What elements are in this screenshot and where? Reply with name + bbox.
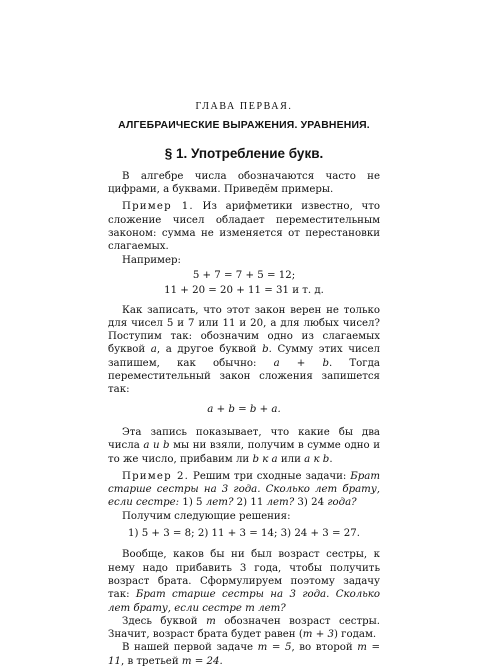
formula-2: 11 + 20 = 20 + 11 = 31 и т. д. bbox=[164, 285, 324, 297]
meaning-b-to-a: b к a bbox=[252, 453, 278, 465]
example-2-let-3: года? bbox=[327, 497, 357, 509]
paragraph-law bbox=[108, 304, 380, 397]
law-text-c: . Сумму этих чисел запишем, как обычно: bbox=[108, 344, 380, 369]
formula-1: 5 + 7 = 7 + 5 = 12; bbox=[192, 269, 296, 281]
values-text-d: . bbox=[219, 655, 223, 667]
formula-commutative: a + b = b + a. bbox=[207, 403, 281, 415]
m-text-a: Здесь буквой bbox=[122, 615, 207, 627]
general-problem: Брат старше сестры на 3 года. Сколько лет брату, если сестре m лет? bbox=[108, 589, 381, 614]
m-text-c: ) годам. bbox=[333, 629, 377, 641]
for-example-label: Например: bbox=[122, 254, 181, 266]
paragraph-example-2 bbox=[108, 470, 380, 510]
paragraph-example-1 bbox=[108, 200, 380, 253]
example-1-label: Пример 1. bbox=[122, 201, 194, 213]
meaning-vars: a и b bbox=[143, 440, 170, 452]
law-text-d: . Тогда переместительный закон сложения запишется так: bbox=[108, 357, 380, 396]
var-a: a bbox=[150, 344, 157, 356]
values-text-a: В нашей первой задаче bbox=[122, 642, 258, 654]
law-text-b: , а другое буквой bbox=[156, 344, 263, 356]
example-2-problem: Брат старше сестры на 3 года. Сколько лет брату, если сестре: bbox=[108, 470, 380, 509]
meaning-text-c: или bbox=[277, 453, 305, 465]
values-text-c: , в третьей bbox=[120, 655, 182, 667]
example-2-rest-2: 2) 11 bbox=[233, 497, 267, 509]
example-2-let-2: лет? bbox=[266, 497, 295, 509]
solutions-intro: Получим следующие решения: bbox=[122, 510, 291, 522]
formula-solutions: 1) 5 + 3 = 8; 2) 11 + 3 = 14; 3) 24 + 3 = 27. bbox=[128, 528, 360, 540]
var-m: m bbox=[206, 615, 216, 627]
paragraph-intro: В алгебре числа обозначаются часто не цифрами, а буквами. Приведём примеры. bbox=[108, 170, 380, 196]
example-2-rest-3: 3) 24 bbox=[294, 497, 328, 509]
meaning-text-b: мы ни взяли, получим в сумме одно и то же число, прибавим ли bbox=[108, 440, 381, 465]
example-1-text: Из арифметики известно, что сложение чисел обладает переместительным законом: сумма не изменяется от перестановки слагаемых. bbox=[108, 201, 380, 253]
value-m-11: m = 11 bbox=[108, 642, 380, 667]
example-2-text: Решим три сходные задачи: bbox=[189, 470, 351, 482]
paragraph-meaning bbox=[108, 426, 380, 466]
paragraph-values bbox=[108, 641, 380, 668]
meaning-text-d: . bbox=[329, 453, 333, 465]
example-2-rest-1: 1) 5 bbox=[179, 497, 206, 509]
paragraph-general bbox=[108, 548, 380, 614]
general-text: Вообще, каков бы ни был возраст сестры, к нему надо прибавить 3 года, чтобы получить возраст брата. Сформулируем поэтому задачу так: bbox=[108, 549, 380, 601]
chapter-title: АЛГЕБРАИЧЕСКИЕ ВЫРАЖЕНИЯ. УРАВНЕНИЯ. bbox=[118, 120, 370, 132]
var-b: b bbox=[262, 344, 269, 356]
meaning-text-a: Эта запись показывает, что какие бы два числа bbox=[108, 426, 380, 452]
law-text-a: Как записать, что этот закон верен не только для чисел 5 и 7 или 11 и 20, а для любых чисел? Поступим так: обозначим одно из слагаемых буквой bbox=[108, 304, 380, 356]
chapter-label: ГЛАВА ПЕРВАЯ. bbox=[195, 101, 293, 112]
text-column bbox=[108, 100, 380, 668]
value-m-24: m = 24 bbox=[181, 655, 220, 667]
section-title: § 1. Употребление букв. bbox=[164, 145, 324, 161]
example-2-label: Пример 2. bbox=[122, 470, 190, 482]
values-text-b: , во второй bbox=[291, 642, 358, 654]
value-m-5: m = 5 bbox=[257, 642, 292, 654]
meaning-a-to-b: a к b bbox=[304, 453, 330, 465]
paragraph-letter-m bbox=[108, 615, 380, 642]
expr-m-plus-3: m + 3 bbox=[302, 629, 334, 641]
example-2-let-1: лет? bbox=[205, 497, 234, 509]
m-text-b: обозначен возраст сестры. Значит, возраст брата будет равен ( bbox=[108, 615, 380, 641]
expr-a-plus-b: a + b bbox=[273, 357, 329, 369]
